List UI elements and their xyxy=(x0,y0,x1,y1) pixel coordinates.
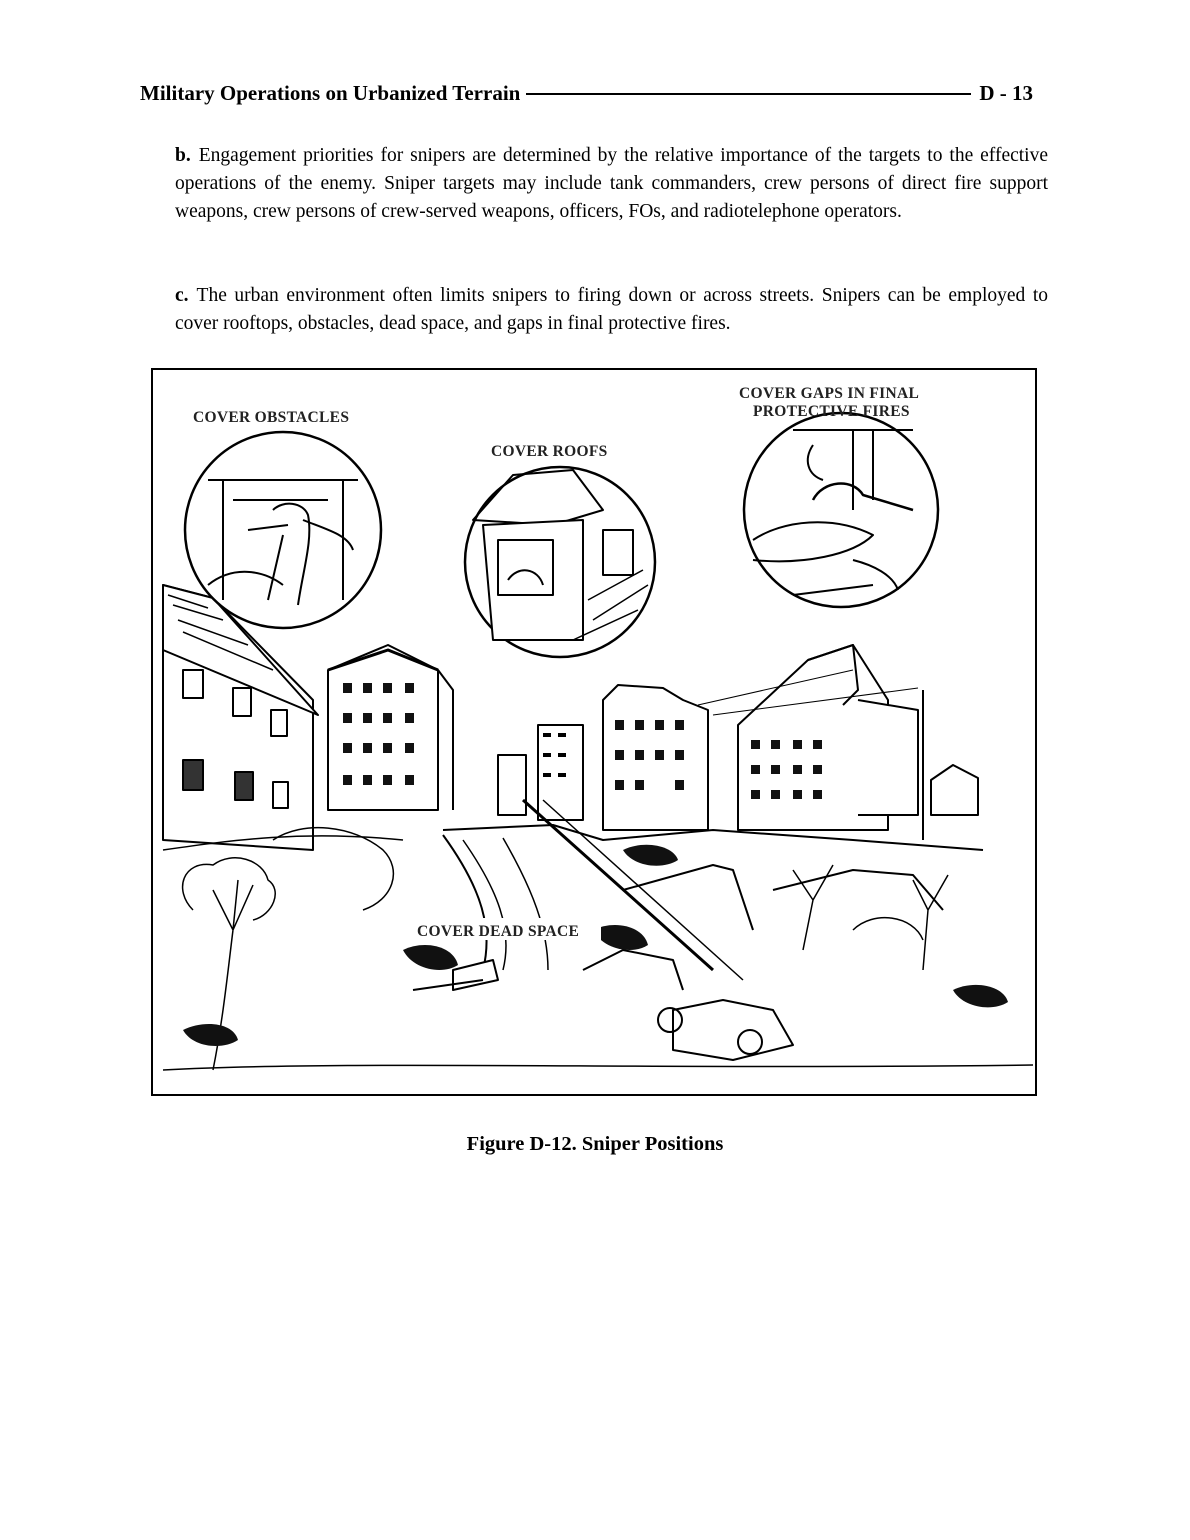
distant-buildings-drawing xyxy=(498,725,583,820)
shadow-patches-drawing xyxy=(183,845,1008,1046)
label-cover-gaps-line1: COVER GAPS IN FINAL xyxy=(739,385,920,402)
right-building-drawing xyxy=(698,645,923,840)
center-right-building-drawing xyxy=(603,685,708,830)
inset-cover-gaps xyxy=(744,413,938,607)
center-left-building-drawing xyxy=(328,645,453,810)
label-cover-roofs: COVER ROOFS xyxy=(491,443,608,460)
page-number: D - 13 xyxy=(979,80,1033,105)
paragraph-b-text: Engagement priorities for snipers are determined by the relative importance of the targets to the effective operations of the enemy. Sniper targets may include tank commanders, crew persons of direct fire support weapons, crew persons of crew-served weapons, officers, FOs, and radiotelephone operators. xyxy=(175,145,1048,222)
paragraph-c xyxy=(175,282,1048,338)
label-cover-obstacles: COVER OBSTACLES xyxy=(193,409,350,426)
figure-caption: Figure D-12. Sniper Positions xyxy=(466,1133,724,1155)
paragraph-b xyxy=(175,142,1048,226)
inset-cover-obstacles xyxy=(185,432,381,628)
paragraph-c-label: c. xyxy=(175,285,189,306)
header-rule xyxy=(526,93,971,95)
inset-cover-roofs xyxy=(465,467,655,657)
trees-drawing xyxy=(183,828,948,1070)
running-header xyxy=(140,78,1033,108)
paragraph-b-label: b. xyxy=(175,145,191,166)
urban-scene-illustration xyxy=(153,370,1035,1094)
label-cover-gaps-line2: PROTECTIVE FIRES xyxy=(753,403,910,420)
label-cover-dead-space: COVER DEAD SPACE xyxy=(417,923,580,940)
header-title: Military Operations on Urbanized Terrain xyxy=(140,80,521,105)
sniper-positions-figure xyxy=(151,368,1037,1096)
small-house-drawing xyxy=(931,765,978,815)
paragraph-c-text: The urban environment often limits snipers to firing down or across streets. Snipers can be employed to cover rooftops, obstacles, dead space, and gaps in final protective fires. xyxy=(175,285,1048,334)
